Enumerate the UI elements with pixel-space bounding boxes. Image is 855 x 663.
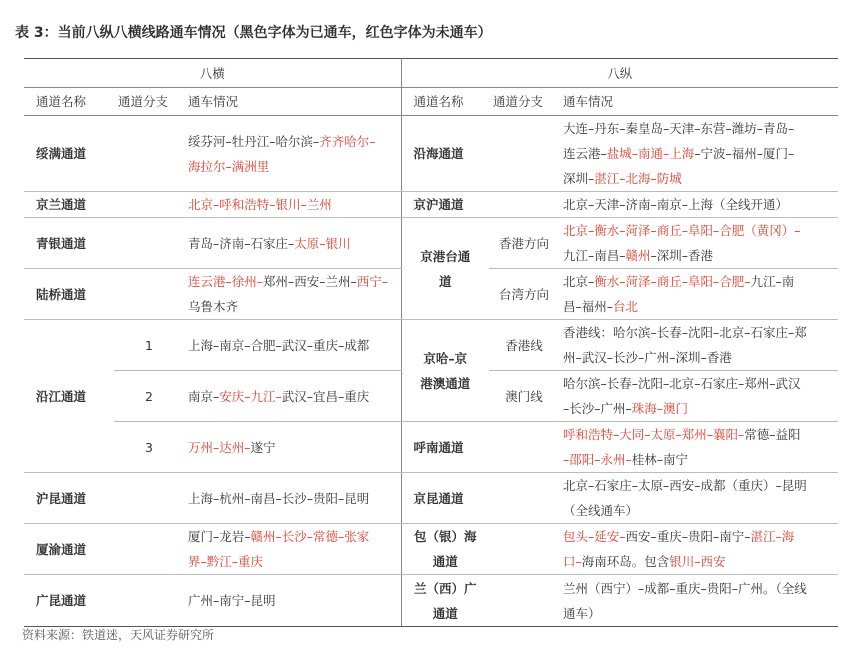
- railway-table: [24, 58, 838, 627]
- corridor-name: 广昆通道: [24, 575, 114, 627]
- route-status: 哈尔滨–长春–沈阳–北京–石家庄–郑州–武汉 –长沙–广州–珠海–澳门: [559, 371, 838, 422]
- table-row: [24, 473, 838, 524]
- corridor-name: 兰（西）广 通道: [401, 575, 489, 627]
- route-status: 南京–安庆–九江–武汉–宜昌–重庆: [184, 371, 401, 422]
- route-status: 香港线：哈尔滨–长春–沈阳–北京–石家庄–郑 州–武汉–长沙–广州–深圳–香港: [559, 320, 838, 371]
- route-status: 北京–石家庄–太原–西安–成都（重庆）–昆明 （全线通车）: [559, 473, 838, 524]
- col-header-name: 通道名称: [24, 88, 114, 116]
- branch-label: 香港方向: [489, 218, 559, 269]
- route-status: 北京–天津–济南–南京–上海（全线开通）: [559, 192, 838, 218]
- route-status: 万州–达州–遂宁: [184, 422, 401, 473]
- branch-label: 香港线: [489, 320, 559, 371]
- table-row: [24, 575, 838, 627]
- col-header-status: 通车情况: [559, 88, 838, 116]
- route-status: 兰州（西宁）–成都–重庆–贵阳–广州。（全线 通车）: [559, 575, 838, 627]
- col-header-status: 通车情况: [184, 88, 401, 116]
- table-row: [24, 218, 838, 269]
- source-note: 资料来源：铁道迷，天风证券研究所: [22, 628, 215, 642]
- corridor-name: 绥满通道: [24, 116, 114, 192]
- route-status: 厦门–龙岩–赣州–长沙–常德–张家 界–黔江–重庆: [184, 524, 401, 575]
- corridor-name: 京昆通道: [401, 473, 489, 524]
- route-status: 北京–呼和浩特–银川–兰州: [184, 192, 401, 218]
- route-status: 呼和浩特–大同–太原–郑州–襄阳–常德–益阳 –邵阳–永州–桂林–南宁: [559, 422, 838, 473]
- table-row: [24, 116, 838, 192]
- table-row: [24, 320, 838, 371]
- branch-label: 台湾方向: [489, 269, 559, 320]
- route-status: 包头–延安–西安–重庆–贵阳–南宁–湛江–海 口–海南环岛。包含银川–西安: [559, 524, 838, 575]
- corridor-name: 京沪通道: [401, 192, 489, 218]
- corridor-name: 沪昆通道: [24, 473, 114, 524]
- branch-label: 1: [114, 320, 184, 371]
- route-status: 广州–南宁–昆明: [184, 575, 401, 627]
- route-status: 连云港–徐州–郑州–西安–兰州–西宁– 乌鲁木齐: [184, 269, 401, 320]
- route-status: 上海–杭州–南昌–长沙–贵阳–昆明: [184, 473, 401, 524]
- group-header-zong: 八纵: [401, 59, 838, 88]
- corridor-name: 京兰通道: [24, 192, 114, 218]
- table-row: [24, 192, 838, 218]
- corridor-name: 呼南通道: [401, 422, 489, 473]
- corridor-name: 京哈–京 港澳通道: [401, 320, 489, 422]
- col-header-name: 通道名称: [401, 88, 489, 116]
- route-status: 北京–衡水–菏泽–商丘–阜阳–合肥–九江–南 昌–福州–台北: [559, 269, 838, 320]
- route-status: 大连–丹东–秦皇岛–天津–东营–潍坊–青岛– 连云港–盐城–南通–上海–宁波–福州–厦门– 深圳–湛江–北海–防城: [559, 116, 838, 192]
- group-header-heng: 八横: [24, 59, 401, 88]
- route-status: 北京–衡水–菏泽–商丘–阜阳–合肥（黄冈）– 九江–南昌–赣州–深圳–香港: [559, 218, 838, 269]
- col-header-branch: 通道分支: [489, 88, 559, 116]
- route-status: 上海–南京–合肥–武汉–重庆–成都: [184, 320, 401, 371]
- column-header-row: [24, 88, 838, 116]
- table-title: 表 3：当前八纵八横线路通车情况（黑色字体为已通车，红色字体为未通车）: [15, 25, 492, 41]
- corridor-name: 陆桥通道: [24, 269, 114, 320]
- branch-label: 3: [114, 422, 184, 473]
- table-row: [24, 524, 838, 575]
- group-header-row: [24, 59, 838, 88]
- corridor-name: 青银通道: [24, 218, 114, 269]
- branch-label: 2: [114, 371, 184, 422]
- corridor-name: 京港台通 道: [401, 218, 489, 320]
- table-row: [24, 422, 838, 473]
- col-header-branch: 通道分支: [114, 88, 184, 116]
- corridor-name: 厦渝通道: [24, 524, 114, 575]
- branch-label: 澳门线: [489, 371, 559, 422]
- corridor-name: 沿江通道: [24, 320, 114, 473]
- corridor-name: 沿海通道: [401, 116, 489, 192]
- route-status: 青岛–济南–石家庄–太原–银川: [184, 218, 401, 269]
- corridor-name: 包（银）海 通道: [401, 524, 489, 575]
- route-status: 绥芬河–牡丹江–哈尔滨–齐齐哈尔– 海拉尔–满洲里: [184, 116, 401, 192]
